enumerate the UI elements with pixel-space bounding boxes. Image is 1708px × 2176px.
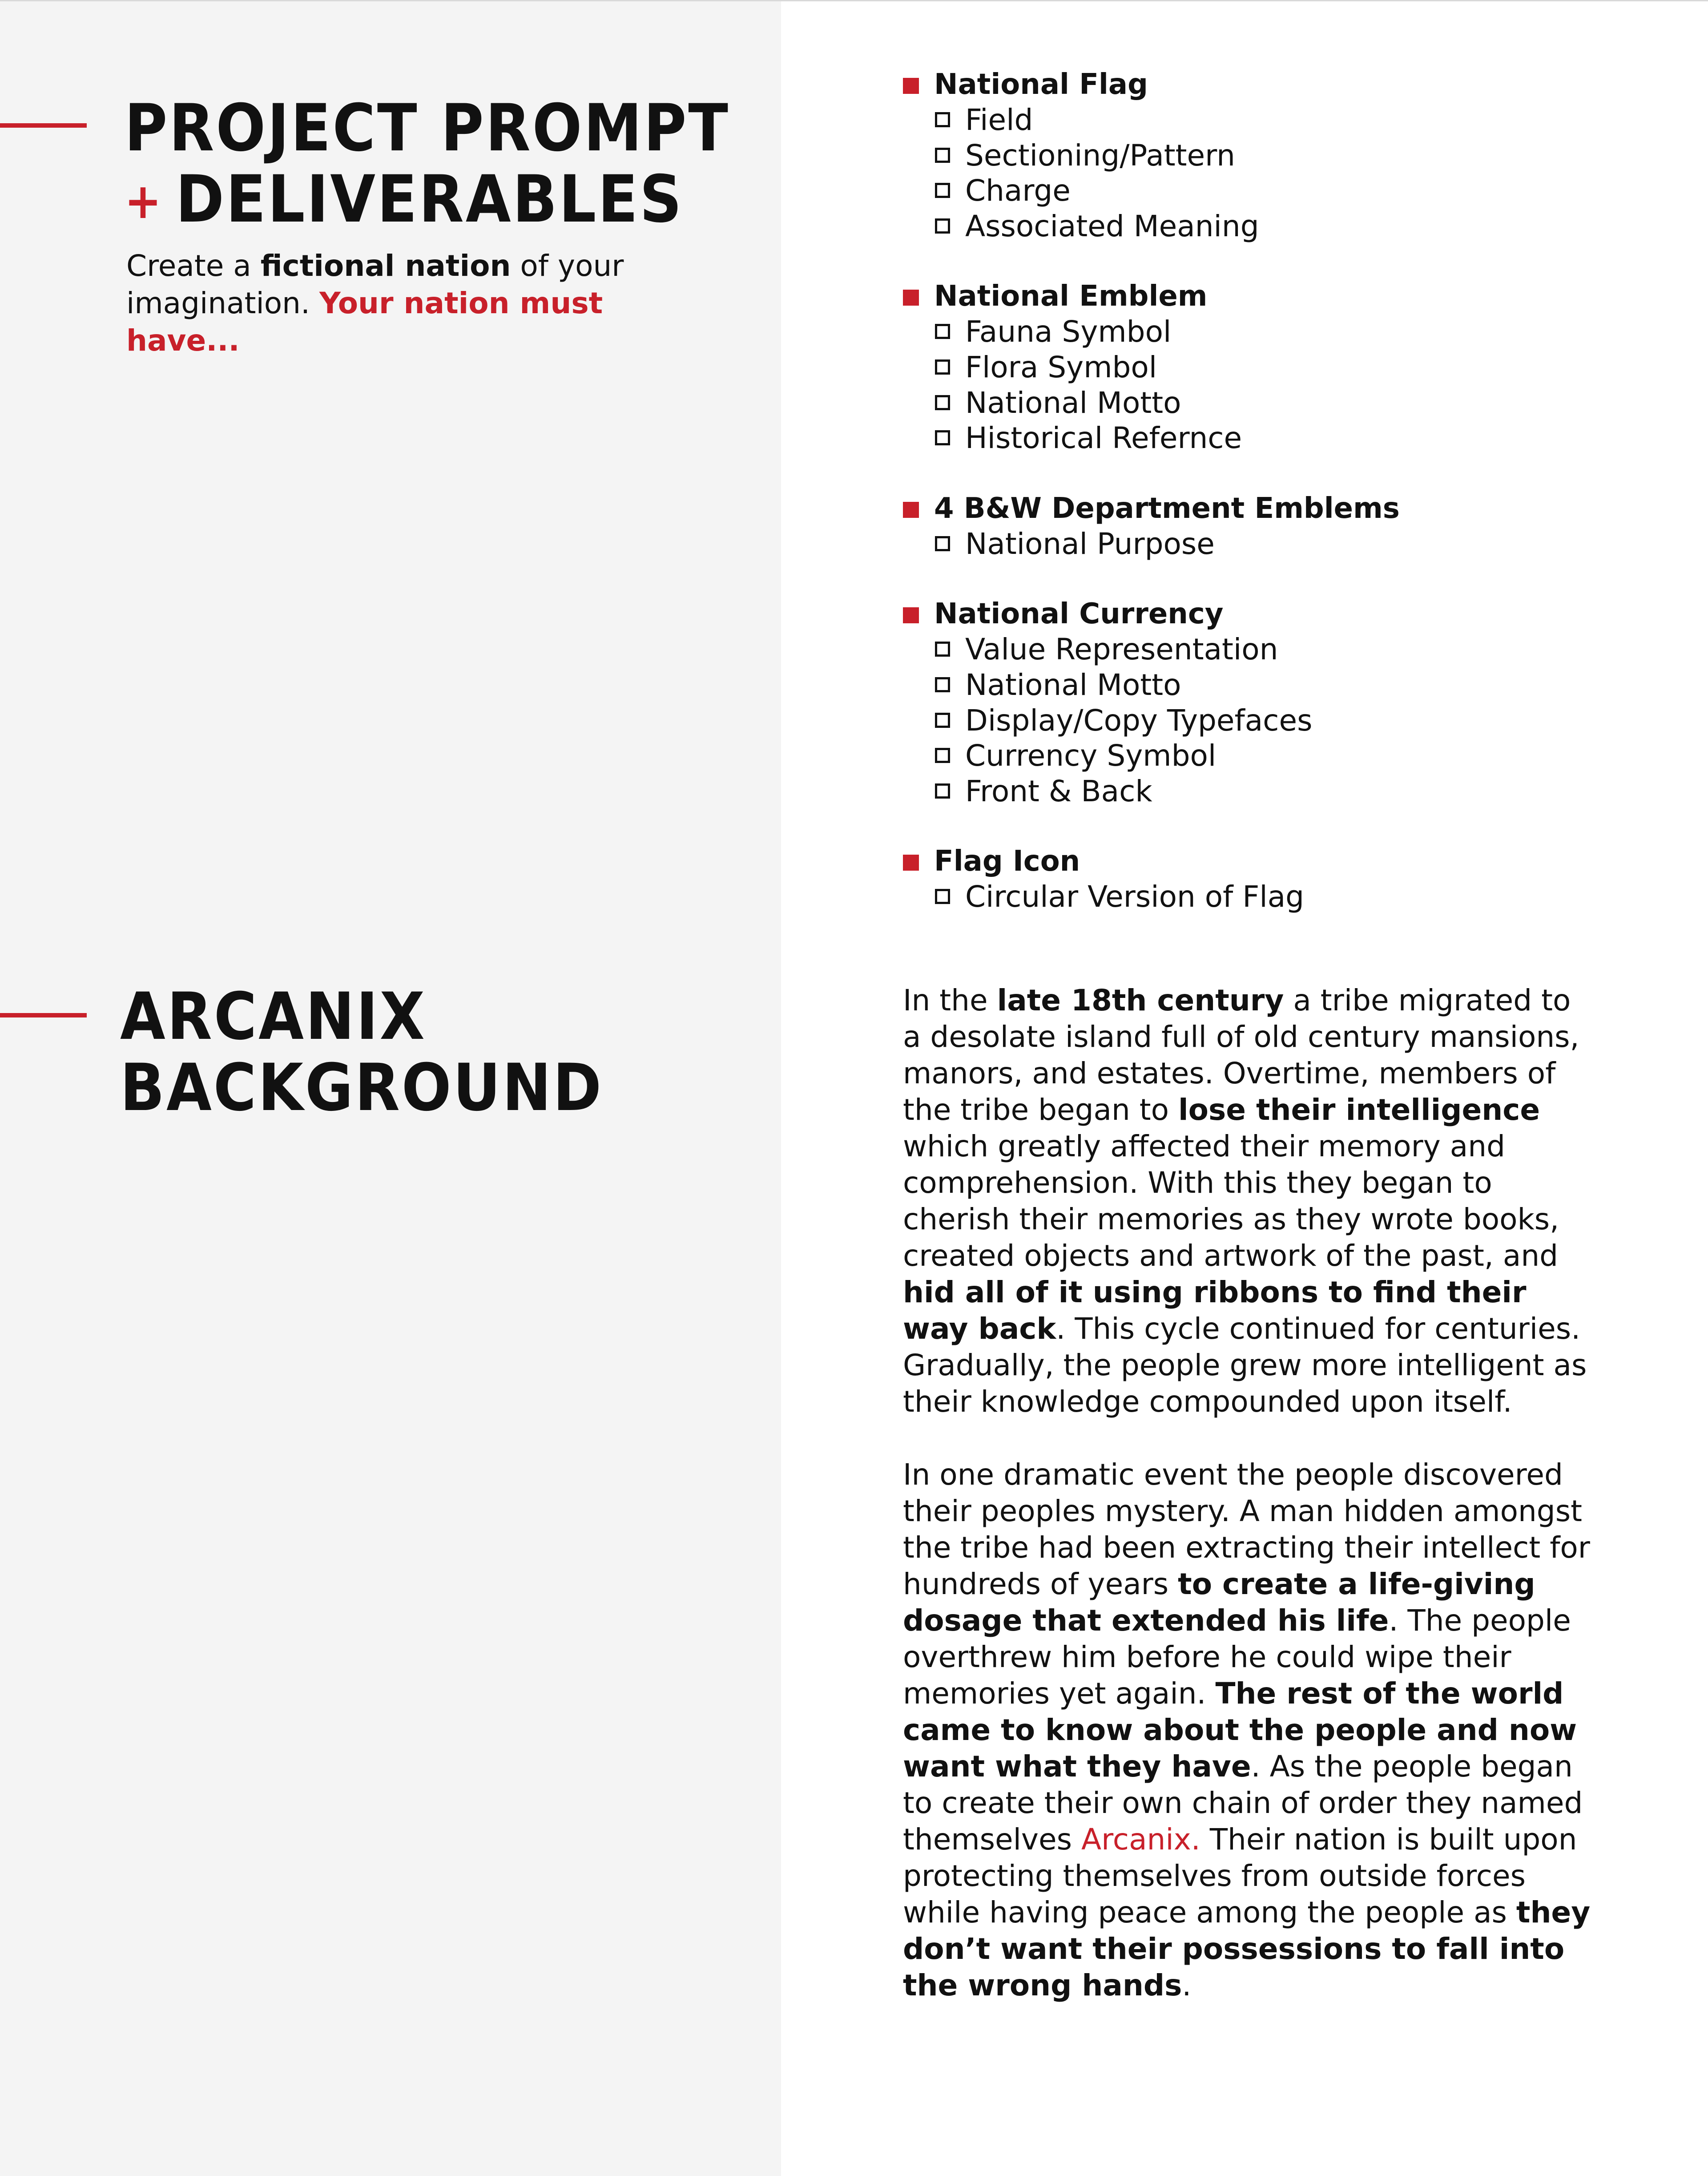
background-paragraph-1 [903,982,1597,1420]
background-heading [120,979,604,1126]
deliverable-group-title [903,596,1659,632]
prompt-intro [126,247,660,359]
deliverable-group-label: Flag Icon [934,845,1080,878]
checklist-item [903,703,1659,739]
checklist-item [903,385,1659,421]
prompt-heading [125,90,730,237]
background-paragraph-2 [903,1457,1597,2004]
checklist-item-label: Flora Symbol [965,350,1157,384]
background-accent-rule [0,1013,87,1017]
plus-icon: + [125,173,163,230]
checkbox-icon [935,218,950,234]
checklist-item-label: Sectioning/Pattern [965,138,1235,173]
checklist-item-label: National Purpose [965,526,1215,561]
body-text: . As the people began to create their own chain of order they named themselves [903,1749,1583,1857]
checkbox-icon [935,148,950,163]
checklist-item [903,138,1659,174]
deliverable-group [903,67,1659,244]
deliverable-group-label: 4 B&W Department Emblems [934,492,1400,525]
checklist-item [903,102,1659,138]
deliverable-group-title [903,491,1659,526]
checkbox-icon [935,536,950,551]
square-bullet-icon [903,855,919,871]
square-bullet-icon [903,78,919,94]
deliverable-group [903,491,1659,562]
checklist-item-label: National Motto [965,385,1181,420]
body-text: . This cycle continued for centuries. Gradually, the people grew more intelligent as their knowledge compounded upon itself. [903,1312,1587,1419]
background-body [903,982,1597,2004]
deliverable-group-label: National Emblem [934,280,1208,313]
checkbox-icon [935,677,950,692]
checklist-item [903,350,1659,385]
prompt-heading-line2: DELIVERABLES [175,161,684,237]
checkbox-icon [935,642,950,657]
checklist-item-label: Front & Back [965,774,1152,808]
deliverable-group-label: National Currency [934,597,1224,631]
body-text: a tribe migrated to a desolate island full of old century mansions, manors, and estates. Overtime, members of the tribe began to [903,983,1579,1127]
checklist-item-label: Charge [965,174,1071,208]
background-heading-line2: BACKGROUND [120,1050,604,1126]
checkbox-icon [935,783,950,799]
emphasis-text: hid all of it using ribbons to find their way back [903,1275,1527,1346]
body-text: In one dramatic event the people discovered their peoples mystery. A man hidden amongst the tribe had been extracting their intellect for hundreds of years [903,1457,1590,1601]
checkbox-icon [935,889,950,904]
deliverable-group-label: National Flag [934,68,1148,101]
checklist-item-label: Fauna Symbol [965,315,1172,349]
nation-name-highlight: Arcanix. [1081,1822,1200,1857]
deliverable-group [903,844,1659,915]
body-text: Their nation is built upon protecting themselves from outside forces while having peace among the people as [903,1822,1577,1930]
checklist-item [903,632,1659,667]
intro-text-middle: of your imagination. [126,249,624,320]
checkbox-icon [935,112,950,127]
square-bullet-icon [903,502,919,518]
checklist-item [903,526,1659,562]
deliverable-group [903,596,1659,809]
checklist-item-label: Value Representation [965,632,1278,667]
intro-text-highlight: Your nation must have... [126,286,603,358]
emphasis-text: late 18th century [997,983,1284,1017]
checkbox-icon [935,359,950,375]
checklist-item-label: Associated Meaning [965,209,1259,243]
checklist-item-label: Currency Symbol [965,739,1217,773]
body-text: which greatly affected their memory and comprehension. With this they began to cherish their memories as they wrote books, created objects and artwork of the past, and [903,1129,1559,1273]
emphasis-text: lose their intelligence [1178,1093,1540,1127]
prompt-heading-line1: PROJECT PROMPT [125,90,730,166]
checklist-item-label: Field [965,103,1033,137]
prompt-accent-rule [0,123,87,128]
checkbox-icon [935,183,950,198]
emphasis-text: to create a life-giving dosage that extended his life [903,1567,1535,1638]
deliverables-list [903,67,1659,949]
checklist-item [903,774,1659,809]
checklist-item-label: Historical Refernce [965,421,1242,456]
checklist-item [903,420,1659,456]
checklist-item [903,738,1659,774]
checklist-item [903,173,1659,209]
deliverable-group-title [903,279,1659,314]
square-bullet-icon [903,607,919,623]
deliverable-group [903,279,1659,456]
checklist-item-label: Display/Copy Typefaces [965,703,1313,738]
body-text: In the [903,983,997,1017]
emphasis-text: they don’t want their possessions to fall into the wrong hands [903,1895,1591,2002]
checklist-item [903,209,1659,244]
deliverable-group-title [903,67,1659,102]
deliverable-group-title [903,844,1659,879]
checkbox-icon [935,713,950,728]
checkbox-icon [935,324,950,339]
checklist-item [903,879,1659,915]
body-text: . [1182,1968,1192,2002]
checklist-item [903,314,1659,350]
square-bullet-icon [903,290,919,306]
checklist-item-label: Circular Version of Flag [965,880,1305,914]
checkbox-icon [935,430,950,445]
checklist-item [903,667,1659,703]
intro-text-start: Create a [126,249,261,283]
intro-text-bold: fictional nation [260,249,511,283]
checkbox-icon [935,395,950,410]
checkbox-icon [935,748,950,763]
body-text: . The people overthrew him before he could wipe their memories yet again. [903,1603,1571,1711]
background-heading-line1: ARCANIX [120,979,427,1054]
checklist-item-label: National Motto [965,667,1181,702]
emphasis-text: The rest of the world came to know about the people and now want what they have [903,1676,1577,1784]
